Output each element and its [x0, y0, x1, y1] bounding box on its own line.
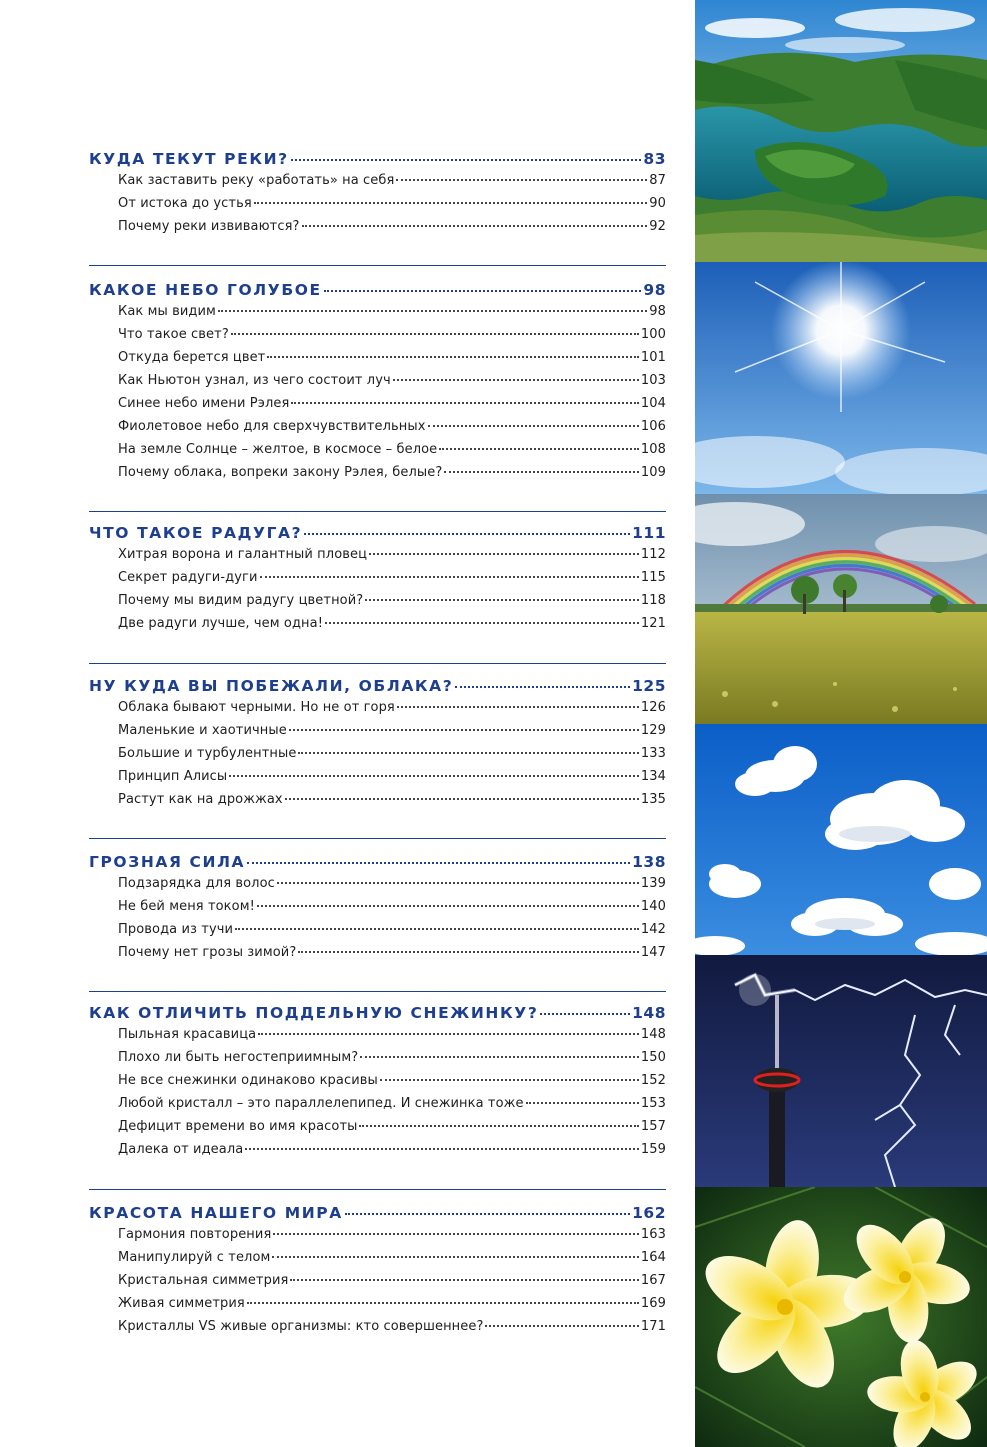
toc-entry[interactable]	[118, 1073, 666, 1096]
section-divider	[89, 838, 666, 839]
section-title[interactable]	[89, 677, 666, 700]
dot-leader	[485, 1325, 638, 1327]
dot-leader	[526, 1102, 639, 1104]
entry-page-number: 108	[640, 442, 666, 457]
dot-leader	[365, 599, 639, 601]
section-title[interactable]	[89, 853, 666, 876]
dot-leader	[254, 202, 647, 204]
dot-leader	[444, 471, 639, 473]
entry-title: Почему реки извиваются?	[118, 219, 300, 234]
entry-title: Почему нет грозы зимой?	[118, 945, 297, 960]
toc-entry[interactable]	[118, 723, 666, 746]
entry-page-number: 135	[640, 792, 666, 807]
dot-leader	[277, 882, 639, 884]
dot-leader	[298, 951, 639, 953]
dot-leader	[231, 333, 639, 335]
section-title-text: КРАСОТА НАШЕГО МИРА	[89, 1204, 343, 1222]
river-canyon-photo	[695, 0, 987, 262]
toc-entry[interactable]	[118, 465, 666, 488]
entry-title: Что такое свет?	[118, 327, 229, 342]
entry-title: Провода из тучи	[118, 922, 234, 937]
toc-entry[interactable]	[118, 593, 666, 616]
entry-title: Гармония повторения	[118, 1227, 272, 1242]
entry-title: Секрет радуги-дуги	[118, 570, 258, 585]
toc-entry[interactable]	[118, 1027, 666, 1050]
entry-page-number: 106	[640, 419, 666, 434]
entry-title: Маленькие и хаотичные	[118, 723, 287, 738]
dot-leader	[291, 402, 638, 404]
entry-title: Большие и турбулентные	[118, 746, 297, 761]
toc-entry[interactable]	[118, 876, 666, 899]
section-title[interactable]	[89, 524, 666, 547]
entry-title: Дефицит времени во имя красоты	[118, 1119, 358, 1134]
toc-entry[interactable]	[118, 1273, 666, 1296]
dot-leader	[218, 310, 647, 312]
entry-title: Почему облака, вопреки закону Рэлея, белые?	[118, 465, 443, 480]
section-divider	[89, 991, 666, 992]
toc-entry[interactable]	[118, 1050, 666, 1073]
dot-leader	[324, 290, 642, 292]
entry-page-number: 134	[640, 769, 666, 784]
dot-leader	[247, 1302, 639, 1304]
entry-page-number: 121	[640, 616, 666, 631]
entry-title: На земле Солнце – желтое, в космосе – белое	[118, 442, 438, 457]
section-page-number: 98	[643, 281, 666, 299]
entry-page-number: 100	[640, 327, 666, 342]
entry-page-number: 92	[649, 219, 666, 234]
toc-section	[89, 150, 666, 242]
entry-page-number: 169	[640, 1296, 666, 1311]
dot-leader	[325, 622, 639, 624]
section-title-text: КАКОЕ НЕБО ГОЛУБОЕ	[89, 281, 322, 299]
entry-page-number: 133	[640, 746, 666, 761]
entry-page-number: 87	[649, 173, 666, 188]
entry-title: Принцип Алисы	[118, 769, 228, 784]
dot-leader	[245, 1148, 639, 1150]
entry-page-number: 142	[640, 922, 666, 937]
entry-page-number: 90	[649, 196, 666, 211]
dot-leader	[393, 379, 639, 381]
toc-entry[interactable]	[118, 350, 666, 373]
section-divider	[89, 1189, 666, 1190]
toc-entry[interactable]	[118, 746, 666, 769]
entry-title: Почему мы видим радугу цветной?	[118, 593, 364, 608]
dot-leader	[359, 1125, 638, 1127]
entry-page-number: 167	[640, 1273, 666, 1288]
entry-page-number: 140	[640, 899, 666, 914]
entry-title: Манипулируй с телом	[118, 1250, 271, 1265]
dot-leader	[380, 1079, 639, 1081]
toc-section	[89, 677, 666, 815]
dot-leader	[273, 1233, 639, 1235]
toc-entry[interactable]	[118, 1319, 666, 1342]
dot-leader	[397, 706, 639, 708]
entry-page-number: 139	[640, 876, 666, 891]
dot-leader	[396, 179, 647, 181]
entry-title: Живая симметрия	[118, 1296, 245, 1311]
section-title-text: КАК ОТЛИЧИТЬ ПОДДЕЛЬНУЮ СНЕЖИНКУ?	[89, 1004, 539, 1022]
entry-title: Не бей меня током!	[118, 899, 255, 914]
dot-leader	[229, 775, 639, 777]
entry-page-number: 152	[640, 1073, 666, 1088]
section-title-text: КУДА ТЕКУТ РЕКИ?	[89, 150, 289, 168]
entry-page-number: 171	[640, 1319, 666, 1334]
entry-title: Подзарядка для волос	[118, 876, 275, 891]
toc-section	[89, 853, 666, 968]
dot-leader	[247, 862, 630, 864]
toc-entry[interactable]	[118, 196, 666, 219]
entry-page-number: 159	[640, 1142, 666, 1157]
entry-title: Кристальная симметрия	[118, 1273, 289, 1288]
entry-page-number: 147	[640, 945, 666, 960]
section-title-text: ЧТО ТАКОЕ РАДУГА?	[89, 524, 303, 542]
section-page-number: 162	[632, 1204, 666, 1222]
dot-leader	[258, 1033, 639, 1035]
toc-entry[interactable]	[118, 173, 666, 196]
section-page-number: 83	[643, 150, 666, 168]
toc-section	[89, 1004, 666, 1165]
entry-page-number: 153	[640, 1096, 666, 1111]
section-title[interactable]	[89, 150, 666, 173]
entry-title: Синее небо имени Рэлея	[118, 396, 290, 411]
entry-title: Растут как на дрожжах	[118, 792, 283, 807]
section-title[interactable]	[89, 1004, 666, 1027]
toc-entry[interactable]	[118, 792, 666, 815]
toc-entry[interactable]	[118, 396, 666, 419]
entry-page-number: 157	[640, 1119, 666, 1134]
dot-leader	[289, 729, 639, 731]
toc-entry[interactable]	[118, 700, 666, 723]
dot-leader	[291, 159, 642, 161]
toc-entry[interactable]	[118, 1096, 666, 1119]
entry-title: Хитрая ворона и галантный пловец	[118, 547, 368, 562]
lightning-tower-photo	[695, 955, 987, 1187]
dot-leader	[302, 225, 648, 227]
entry-page-number: 148	[640, 1027, 666, 1042]
dot-leader	[439, 448, 639, 450]
entry-title: Не все снежинки одинаково красивы	[118, 1073, 378, 1088]
toc-entry[interactable]	[118, 1119, 666, 1142]
toc-entry[interactable]	[118, 547, 666, 570]
section-page-number: 148	[632, 1004, 666, 1022]
dot-leader	[285, 798, 639, 800]
section-title[interactable]	[89, 1204, 666, 1227]
entry-page-number: 112	[640, 547, 666, 562]
dot-leader	[260, 576, 639, 578]
toc-entry[interactable]	[118, 616, 666, 639]
dot-leader	[267, 356, 639, 358]
dot-leader	[235, 928, 639, 930]
dot-leader	[360, 1056, 639, 1058]
entry-page-number: 163	[640, 1227, 666, 1242]
toc-entry[interactable]	[118, 1250, 666, 1273]
dot-leader	[304, 533, 630, 535]
section-page-number: 138	[632, 853, 666, 871]
entry-page-number: 109	[640, 465, 666, 480]
toc-entry[interactable]	[118, 419, 666, 442]
entry-page-number: 98	[649, 304, 666, 319]
entry-title: Как заставить реку «работать» на себя	[118, 173, 395, 188]
entry-title: Кристаллы VS живые организмы: кто совершеннее?	[118, 1319, 484, 1334]
entry-title: Любой кристалл – это параллелепипед. И снежинка тоже	[118, 1096, 524, 1111]
entry-page-number: 126	[640, 700, 666, 715]
section-divider	[89, 511, 666, 512]
dot-leader	[298, 752, 638, 754]
entry-title: Две радуги лучше, чем одна!	[118, 616, 324, 631]
entry-title: Как мы видим	[118, 304, 216, 319]
entry-title: Откуда берется цвет	[118, 350, 266, 365]
dot-leader	[290, 1279, 638, 1281]
entry-page-number: 115	[640, 570, 666, 585]
section-title[interactable]	[89, 281, 666, 304]
toc-entry[interactable]	[118, 1296, 666, 1319]
dot-leader	[345, 1213, 630, 1215]
section-page-number: 111	[632, 524, 666, 542]
toc-entry[interactable]	[118, 899, 666, 922]
section-divider	[89, 663, 666, 664]
toc-section	[89, 1204, 666, 1342]
sun-sky-photo	[695, 262, 987, 494]
frangipani-photo	[695, 1187, 987, 1447]
toc-entry[interactable]	[118, 922, 666, 945]
toc-entry[interactable]	[118, 1227, 666, 1250]
entry-title: От истока до устья	[118, 196, 252, 211]
entry-page-number: 104	[640, 396, 666, 411]
entry-title: Облака бывают черными. Но не от горя	[118, 700, 395, 715]
entry-page-number: 129	[640, 723, 666, 738]
dot-leader	[369, 553, 639, 555]
toc-entry[interactable]	[118, 219, 666, 242]
dot-leader	[428, 425, 639, 427]
table-of-contents	[89, 0, 666, 1447]
photo-strip	[695, 0, 987, 1447]
toc-entry[interactable]	[118, 769, 666, 792]
section-divider	[89, 265, 666, 266]
entry-title: Как Ньютон узнал, из чего состоит луч	[118, 373, 391, 388]
section-page-number: 125	[632, 677, 666, 695]
entry-page-number: 118	[640, 593, 666, 608]
toc-section	[89, 281, 666, 488]
entry-title: Плохо ли быть негостеприимным?	[118, 1050, 359, 1065]
entry-page-number: 150	[640, 1050, 666, 1065]
toc-entry[interactable]	[118, 945, 666, 968]
toc-entry[interactable]	[118, 373, 666, 396]
toc-entry[interactable]	[118, 1142, 666, 1165]
toc-entry[interactable]	[118, 304, 666, 327]
rainbow-field-photo	[695, 494, 987, 724]
toc-entry[interactable]	[118, 570, 666, 593]
entry-title: Фиолетовое небо для сверхчувствительных	[118, 419, 426, 434]
dot-leader	[540, 1013, 630, 1015]
section-title-text: ГРОЗНАЯ СИЛА	[89, 853, 246, 871]
dot-leader	[257, 905, 639, 907]
entry-page-number: 103	[640, 373, 666, 388]
toc-entry[interactable]	[118, 442, 666, 465]
dot-leader	[455, 686, 630, 688]
entry-title: Далека от идеала	[118, 1142, 244, 1157]
entry-page-number: 101	[640, 350, 666, 365]
clouds-photo	[695, 724, 987, 955]
entry-title: Пыльная красавица	[118, 1027, 257, 1042]
toc-entry[interactable]	[118, 327, 666, 350]
entry-page-number: 164	[640, 1250, 666, 1265]
toc-section	[89, 524, 666, 639]
section-title-text: НУ КУДА ВЫ ПОБЕЖАЛИ, ОБЛАКА?	[89, 677, 454, 695]
dot-leader	[272, 1256, 638, 1258]
